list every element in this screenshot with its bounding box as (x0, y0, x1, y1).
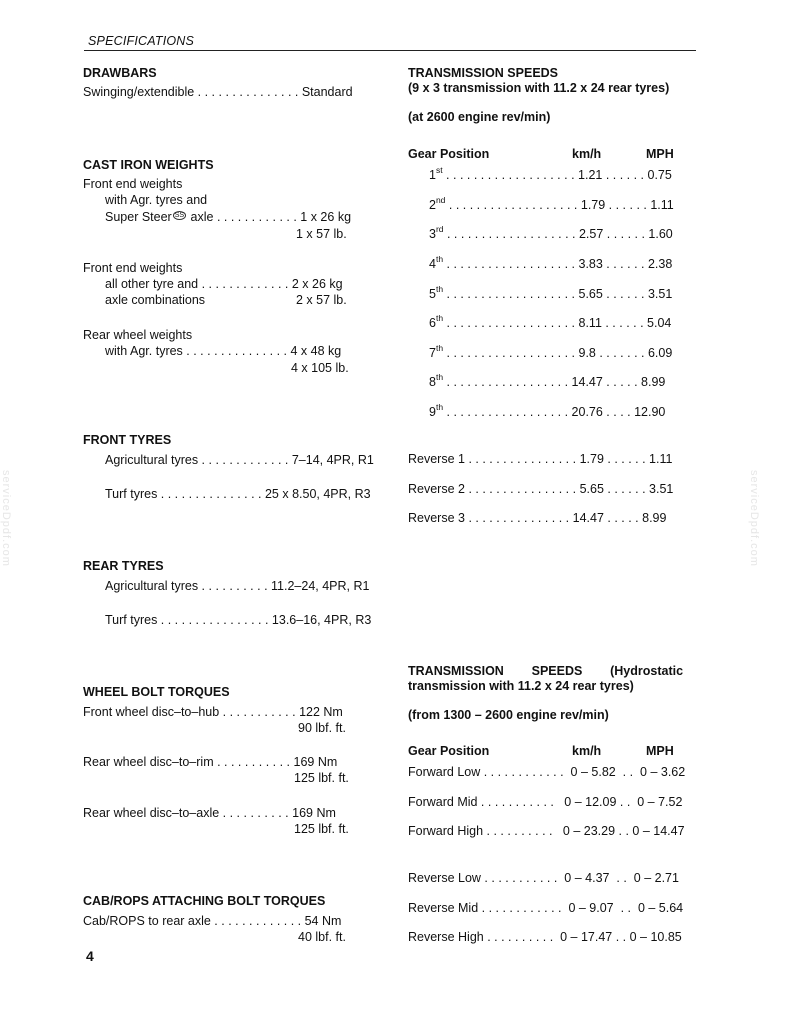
gear-row: 8th . . . . . . . . . . . . . . . . . . 14.47 . . . . . 8.99 (429, 372, 666, 389)
gear-row: 9th . . . . . . . . . . . . . . . . . . 20.76 . . . . 12.90 (429, 402, 666, 419)
trans-hydro-col-position: Gear Position (408, 744, 490, 758)
cast-iron-rw-line2: with Agr. tyres . . . . . . . . . . . . . . . 4 x 48 kg (105, 344, 342, 358)
cab-heading: CAB/ROPS ATTACHING BOLT TORQUES (83, 894, 326, 908)
trans-mech-heading-line1: TRANSMISSION SPEEDS (408, 66, 559, 80)
trans-hydro-subheading: (from 1300 – 2600 engine rev/min) (408, 708, 609, 722)
hydro-row: Forward Mid . . . . . . . . . . . 0 – 12.09 . . 0 – 7.52 (408, 795, 683, 809)
gear-row: 4th . . . . . . . . . . . . . . . . . . . 3.83 . . . . . . 2.38 (429, 254, 673, 271)
gear-row: 5th . . . . . . . . . . . . . . . . . . . 5.65 . . . . . . 3.51 (429, 284, 673, 301)
hydro-row: Reverse Mid . . . . . . . . . . . . 0 – 9.07 . . 0 – 5.64 (408, 901, 684, 915)
front-tyres-turf: Turf tyres . . . . . . . . . . . . . . . 25 x 8.50, 4PR, R3 (105, 487, 371, 501)
trans-mech-subheading: (at 2600 engine rev/min) (408, 110, 551, 124)
cast-iron-fe2-line3b: 2 x 57 lb. (296, 293, 347, 307)
page-number: 4 (86, 948, 94, 964)
trans-mech-col-kmh: km/h (572, 147, 602, 161)
hydro-row: Forward Low . . . . . . . . . . . . 0 – 5.82 . . 0 – 3.62 (408, 765, 686, 779)
front-tyres-ag: Agricultural tyres . . . . . . . . . . . . . 7–14, 4PR, R1 (105, 453, 374, 467)
trans-hydro-heading-line2: transmission with 11.2 x 24 rear tyres) (408, 679, 634, 693)
header-rule (84, 50, 696, 51)
cast-iron-fe2-line1: Front end weights (83, 261, 183, 275)
wheel-bolt-rim: Rear wheel disc–to–rim . . . . . . . . . . . 169 Nm (83, 755, 338, 769)
trans-mech-col-position: Gear Position (408, 147, 490, 161)
drawbars-heading: DRAWBARS (83, 66, 157, 80)
cast-iron-rw-line3: 4 x 105 lb. (291, 361, 349, 375)
trans-hydro-col-mph: MPH (646, 744, 674, 758)
page-header-title: SPECIFICATIONS (88, 34, 195, 48)
cast-iron-fe1-line1: Front end weights (83, 177, 183, 191)
trans-mech-col-mph: MPH (646, 147, 674, 161)
rear-tyres-ag: Agricultural tyres . . . . . . . . . . 11.2–24, 4PR, R1 (105, 579, 370, 593)
trans-hydro-col-kmh: km/h (572, 744, 602, 758)
gear-row: 6th . . . . . . . . . . . . . . . . . . . 8.11 . . . . . . 5.04 (429, 313, 672, 330)
cast-iron-fe1-line3 (105, 210, 351, 224)
super-steer-value: axle . . . . . . . . . . . . 1 x 26 kg (187, 210, 352, 224)
wheel-bolt-axle-imperial: 125 lbf. ft. (294, 822, 349, 836)
rear-tyres-turf: Turf tyres . . . . . . . . . . . . . . . . 13.6–16, 4PR, R3 (105, 613, 372, 627)
drawbars-line: Swinging/extendible . . . . . . . . . . . . . . . Standard (83, 85, 353, 99)
cast-iron-heading: CAST IRON WEIGHTS (83, 158, 214, 172)
trans-hydro-heading-line1: TRANSMISSION SPEEDS (Hydrostatic (408, 664, 684, 678)
watermark-right: serviceDpdf.com (748, 470, 760, 567)
reverse-row: Reverse 3 . . . . . . . . . . . . . . . 14.47 . . . . . 8.99 (408, 511, 667, 525)
wheel-bolt-heading: WHEEL BOLT TORQUES (83, 685, 230, 699)
registered-mark-icon: SS (174, 212, 185, 219)
cast-iron-fe1-line2: with Agr. tyres and (105, 193, 208, 207)
reverse-row: Reverse 1 . . . . . . . . . . . . . . . . 1.79 . . . . . . 1.11 (408, 452, 673, 466)
front-tyres-heading: FRONT TYRES (83, 433, 172, 447)
hydro-row: Reverse Low . . . . . . . . . . . 0 – 4.37 . . 0 – 2.71 (408, 871, 679, 885)
cab-line1: Cab/ROPS to rear axle . . . . . . . . . . . . . 54 Nm (83, 914, 342, 928)
gear-row: 2nd . . . . . . . . . . . . . . . . . . . 1.79 . . . . . . 1.11 (429, 195, 674, 212)
trans-mech-heading-line2: (9 x 3 transmission with 11.2 x 24 rear tyres) (408, 81, 670, 95)
hydro-row: Reverse High . . . . . . . . . . 0 – 17.47 . . 0 – 10.85 (408, 930, 682, 944)
cast-iron-fe2-line3a: axle combinations (105, 293, 206, 307)
hydro-row: Forward High . . . . . . . . . . 0 – 23.29 . . 0 – 14.47 (408, 824, 685, 838)
gear-row: 7th . . . . . . . . . . . . . . . . . . . 9.8 . . . . . . . 6.09 (429, 343, 673, 360)
watermark-left: serviceDpdf.com (0, 470, 12, 567)
cast-iron-fe1-line4: 1 x 57 lb. (296, 227, 347, 241)
gear-row: 1st . . . . . . . . . . . . . . . . . . . 1.21 . . . . . . 0.75 (429, 165, 672, 182)
rear-tyres-heading: REAR TYRES (83, 559, 164, 573)
wheel-bolt-axle: Rear wheel disc–to–axle . . . . . . . . . . 169 Nm (83, 806, 336, 820)
cab-line2: 40 lbf. ft. (298, 930, 346, 944)
cast-iron-rw-line1: Rear wheel weights (83, 328, 193, 342)
gear-row: 3rd . . . . . . . . . . . . . . . . . . . 2.57 . . . . . . 1.60 (429, 224, 673, 241)
super-steer-label: Super Steer (105, 210, 172, 224)
reverse-row: Reverse 2 . . . . . . . . . . . . . . . . 5.65 . . . . . . 3.51 (408, 482, 674, 496)
wheel-bolt-hub-imperial: 90 lbf. ft. (298, 721, 346, 735)
cast-iron-fe2-line2: all other tyre and . . . . . . . . . . . . . 2 x 26 kg (105, 277, 343, 291)
wheel-bolt-rim-imperial: 125 lbf. ft. (294, 771, 349, 785)
wheel-bolt-hub: Front wheel disc–to–hub . . . . . . . . . . . 122 Nm (83, 705, 343, 719)
